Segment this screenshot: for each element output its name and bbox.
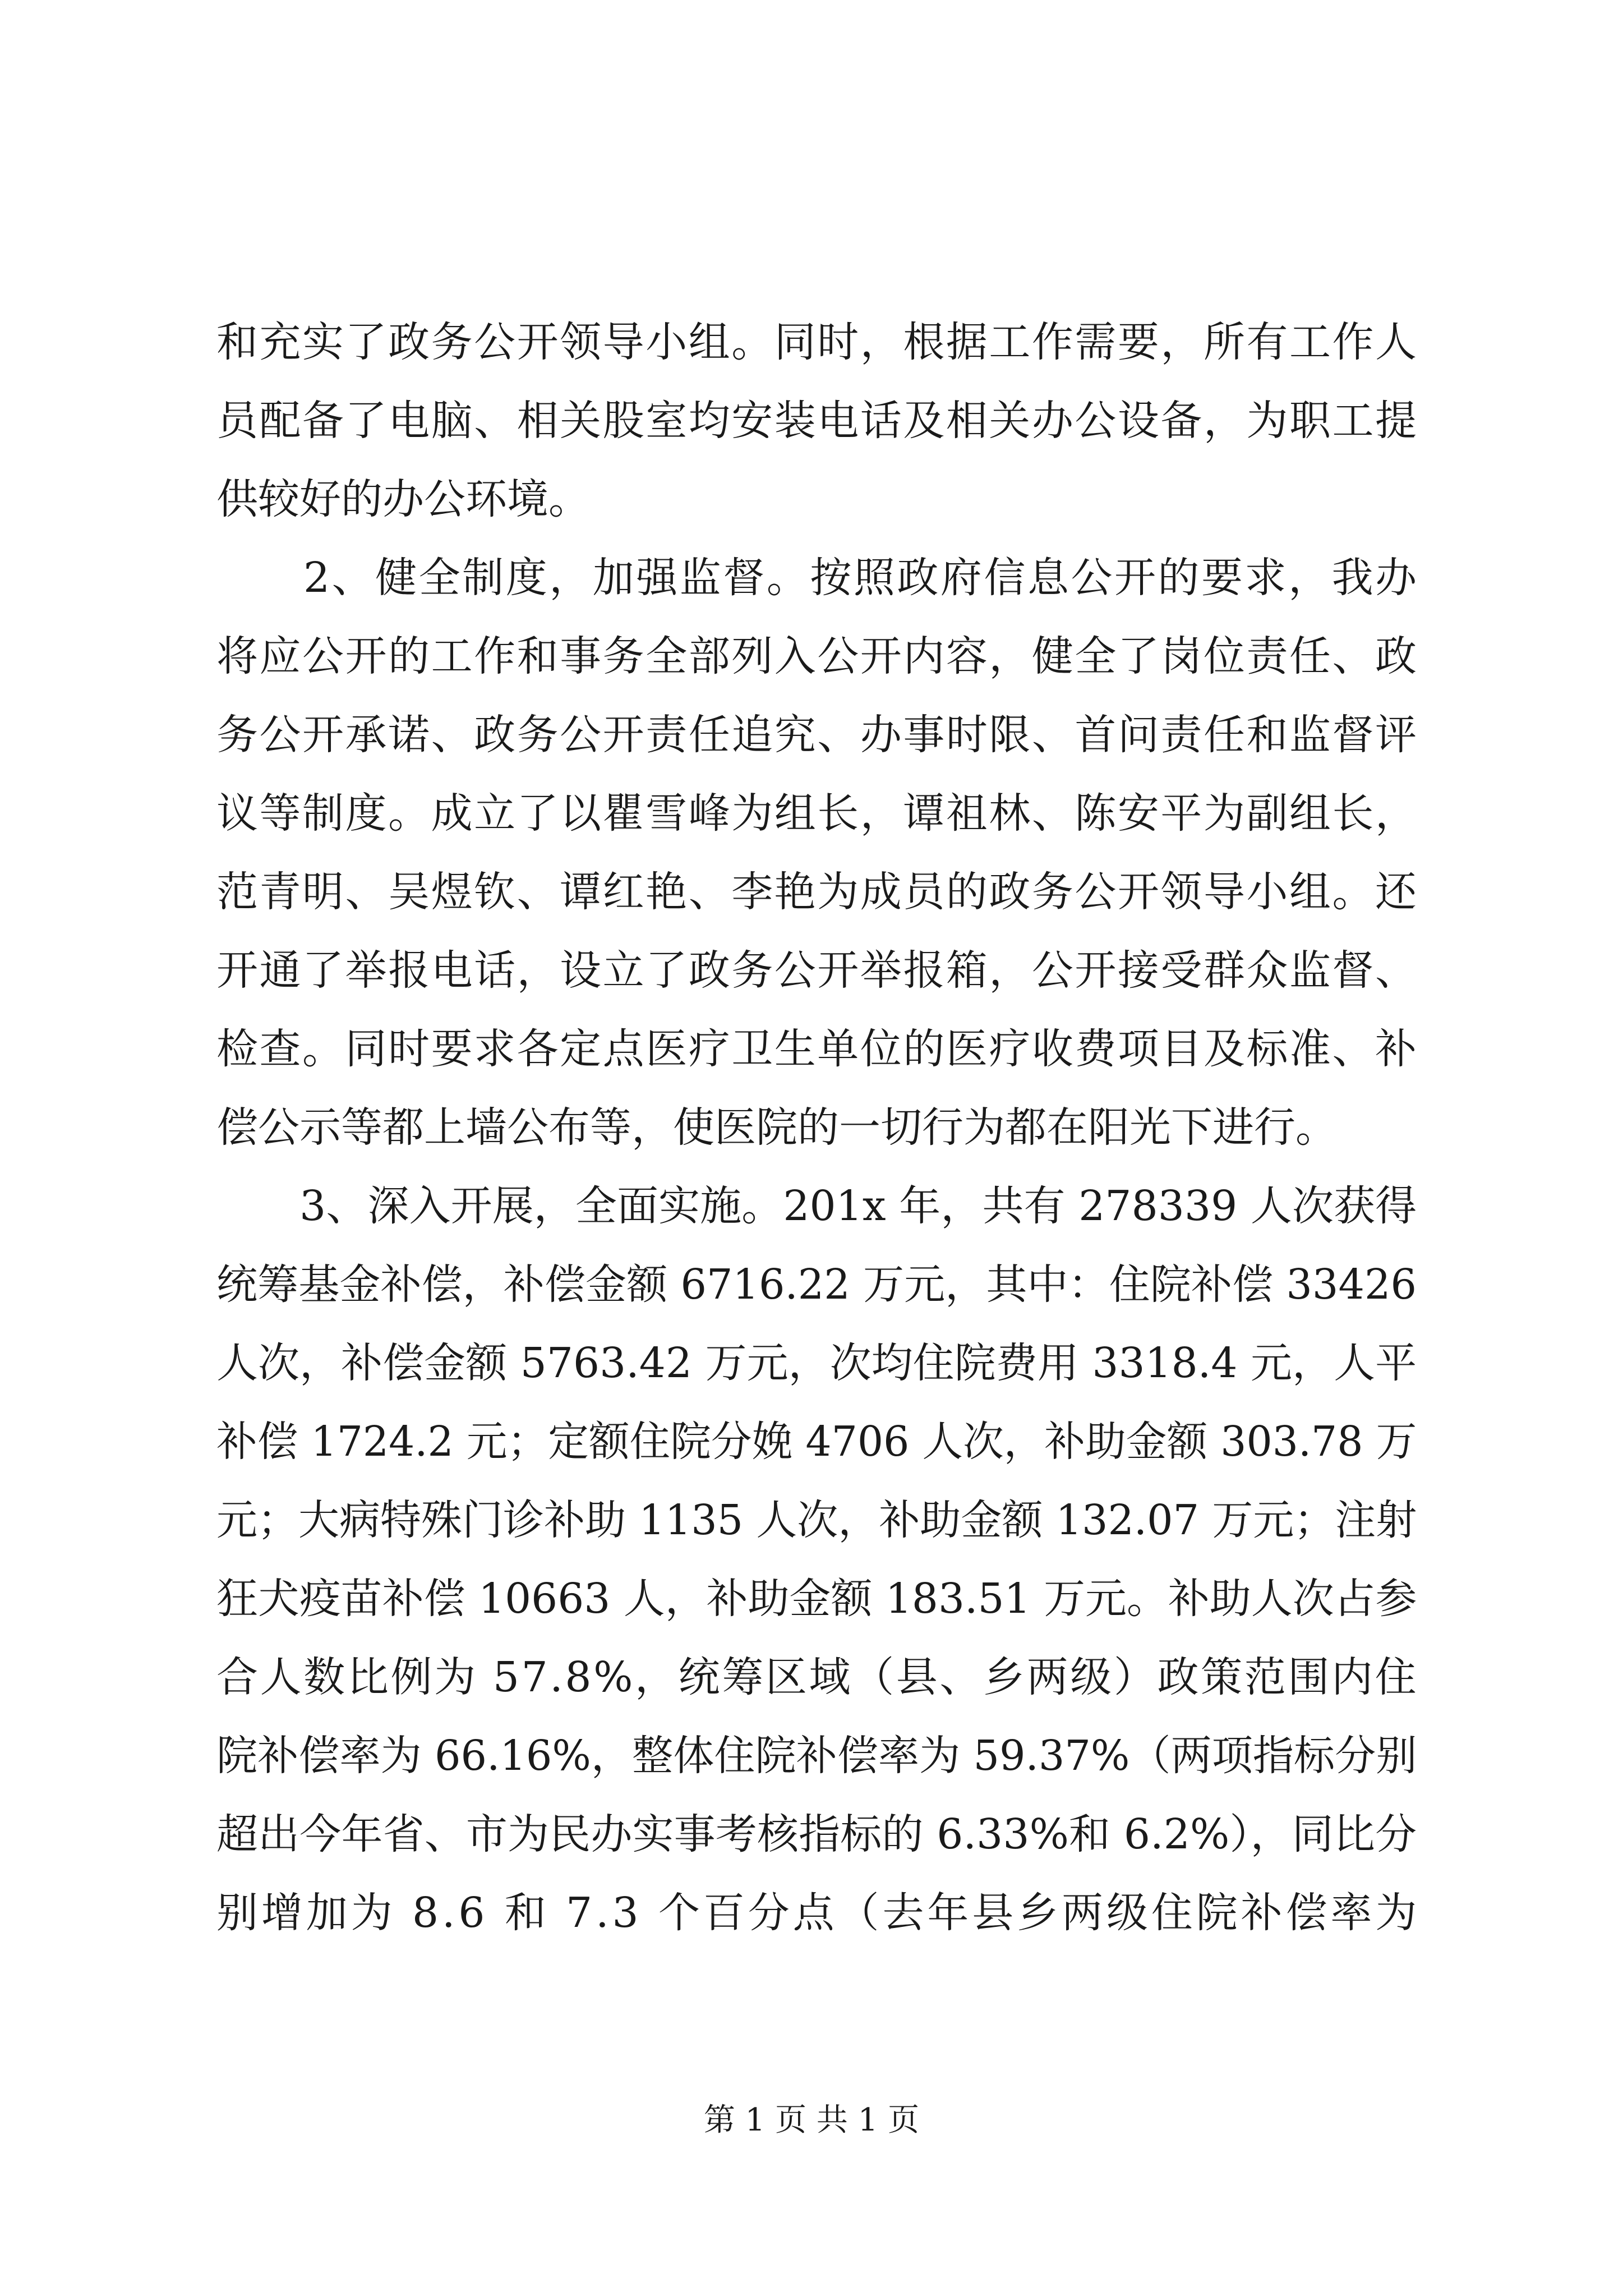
text-line [216, 1335, 1417, 1391]
line-text: 3、深入开展，全面实施。201x 年，共有 278339 人次获得 [216, 1182, 1417, 1230]
line-text: 偿公示等都上墙公布等，使医院的一切行为都在阳光下进行。 [216, 1103, 1337, 1152]
line-text: 和充实了政务公开领导小组。同时，根据工作需要，所有工作人 [216, 318, 1418, 366]
text-line [216, 550, 1417, 606]
page-footer: 第 1 页 共 1 页 [703, 2102, 920, 2138]
text-line [216, 1571, 1417, 1627]
text-line [216, 707, 1417, 763]
line-text: 别增加为 8.6 和 7.3 个百分点（去年县乡两级住院补偿率为 [216, 1889, 1421, 1937]
line-text: 开通了举报电话，设立了政务公开举报箱，公开接受群众监督、 [216, 946, 1418, 995]
text-line [216, 1806, 1417, 1862]
line-text: 将应公开的工作和事务全部列入公开内容，健全了岗位责任、政 [216, 632, 1418, 680]
line-text: 狂犬疫苗补偿 10663 人，补助金额 183.51 万元。补助人次占参 [216, 1575, 1417, 1623]
text-line [216, 628, 1417, 684]
text-line [216, 1099, 1417, 1156]
line-text: 人次，补偿金额 5763.42 万元，次均住院费用 3318.4 元，人平 [216, 1339, 1417, 1387]
line-text: 检查。同时要求各定点医疗卫生单位的医疗收费项目及标准、补 [216, 1025, 1418, 1073]
text-line [216, 1728, 1417, 1784]
line-text: 补偿 1724.2 元；定额住院分娩 4706 人次，补助金额 303.78 万 [216, 1418, 1417, 1466]
line-text: 超出今年省、市为民办实事考核指标的 6.33%和 6.2%），同比分 [216, 1810, 1417, 1858]
text-line [216, 1414, 1417, 1470]
text-line [216, 864, 1417, 920]
text-line [216, 393, 1417, 449]
text-line [216, 1021, 1417, 1077]
text-line [216, 1178, 1417, 1234]
text-line [216, 471, 1417, 527]
line-text: 元；大病特殊门诊补助 1135 人次，补助金额 132.07 万元；注射 [216, 1496, 1417, 1544]
text-line [216, 785, 1417, 841]
line-text: 范青明、吴煜钦、谭红艳、李艳为成员的政务公开领导小组。还 [216, 868, 1418, 916]
text-line [216, 942, 1417, 999]
line-text: 员配备了电脑、相关股室均安装电话及相关办公设备，为职工提 [216, 397, 1418, 445]
text-line [216, 1649, 1417, 1705]
line-text: 议等制度。成立了以瞿雪峰为组长，谭祖林、陈安平为副组长， [216, 789, 1418, 838]
line-text: 供较好的办公环境。 [216, 475, 590, 523]
line-text: 务公开承诺、政务公开责任追究、办事时限、首问责任和监督评 [216, 711, 1418, 759]
text-line [216, 314, 1417, 370]
line-text: 院补偿率为 66.16%，整体住院补偿率为 59.37%（两项指标分别 [216, 1732, 1417, 1780]
line-text: 合人数比例为 57.8%，统筹区域（县、乡两级）政策范围内住 [216, 1653, 1419, 1701]
text-line [216, 1257, 1417, 1313]
line-text: 2、健全制度，加强监督。按照政府信息公开的要求，我办 [216, 554, 1419, 602]
text-line [216, 1492, 1417, 1548]
text-line [216, 1885, 1421, 1941]
line-text: 统筹基金补偿，补偿金额 6716.22 万元，其中：住院补偿 33426 [216, 1260, 1417, 1309]
